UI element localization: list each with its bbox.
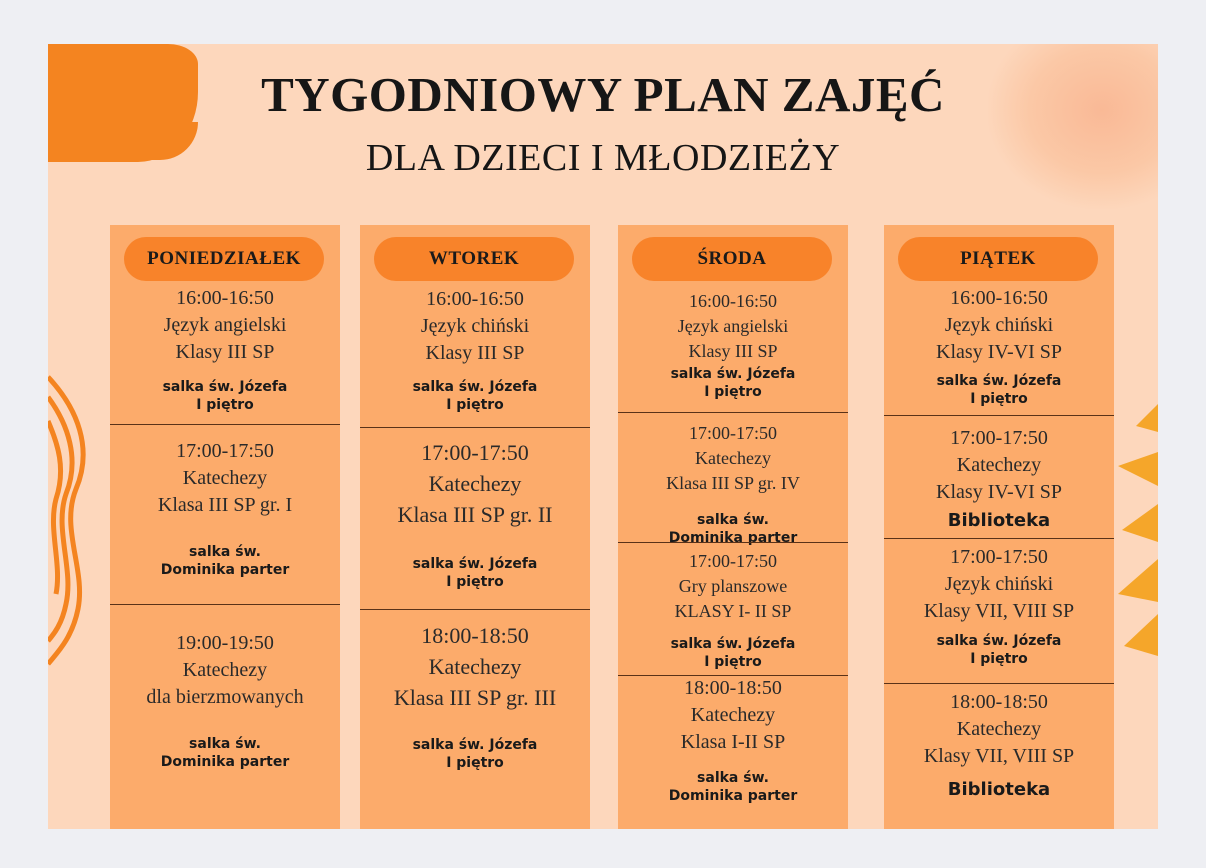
class-entry (884, 689, 1114, 770)
class-subject: Katechezy (956, 718, 1042, 740)
class-entry (110, 438, 340, 519)
class-group: Klasy III SP (175, 341, 275, 363)
class-subject: Język angielski (163, 314, 287, 336)
day-header: PONIEDZIAŁEK (124, 237, 324, 281)
room-floor: I piętro (446, 755, 504, 771)
class-subject: Gry planszowe (678, 576, 788, 596)
class-entry (618, 289, 848, 364)
class-time: 16:00-16:50 (426, 288, 524, 310)
class-subject: Język chiński (944, 573, 1054, 595)
class-room (618, 365, 848, 401)
room-name: Biblioteka (947, 779, 1051, 800)
room-name: salka św. Józefa (670, 366, 796, 382)
room-floor: Dominika parter (668, 530, 798, 546)
class-room (110, 378, 340, 414)
room-floor: I piętro (446, 574, 504, 590)
room-name: Biblioteka (947, 510, 1051, 531)
class-room (618, 769, 848, 805)
day-header: WTOREK (374, 237, 574, 281)
class-entry (110, 630, 340, 711)
class-subject: Język chiński (944, 314, 1054, 336)
entry-divider (110, 424, 340, 425)
class-entry (884, 425, 1114, 506)
day-column-monday (110, 225, 340, 829)
class-subject: Język chiński (420, 315, 530, 337)
class-group: Klasa III SP gr. II (397, 502, 553, 527)
class-subject: Katechezy (428, 654, 522, 679)
entry-divider (360, 427, 590, 428)
class-time: 17:00-17:50 (421, 440, 529, 465)
class-entry (360, 437, 590, 530)
class-group: Klasy VII, VIII SP (923, 600, 1075, 622)
class-time: 17:00-17:50 (689, 551, 777, 571)
class-time: 18:00-18:50 (684, 677, 782, 699)
room-name: salka św. Józefa (936, 633, 1062, 649)
class-group: Klasy IV-VI SP (936, 341, 1062, 363)
entry-divider (618, 542, 848, 543)
entry-divider (360, 609, 590, 610)
wavy-lines-decoration (48, 369, 108, 669)
room-floor: I piętro (970, 391, 1028, 407)
class-time: 17:00-17:50 (950, 427, 1048, 449)
room-name: salka św. Józefa (162, 379, 288, 395)
page-title: TYGODNIOWY PLAN ZAJĘĆ (261, 67, 945, 122)
room-name: salka św. (189, 736, 261, 752)
day-header: PIĄTEK (898, 237, 1098, 281)
class-entry (360, 286, 590, 367)
class-entry (618, 421, 848, 496)
class-subject: Katechezy (690, 704, 776, 726)
room-floor: I piętro (704, 384, 762, 400)
day-column-friday (884, 225, 1114, 829)
class-time: 19:00-19:50 (176, 632, 274, 654)
class-entry (618, 549, 848, 624)
class-group: Klasa III SP gr. IV (666, 473, 800, 493)
room-name: salka św. (697, 770, 769, 786)
class-room (618, 635, 848, 671)
class-group: Klasa III SP gr. I (157, 494, 293, 516)
class-room (360, 555, 590, 591)
room-name: salka św. Józefa (412, 379, 538, 395)
class-room (110, 543, 340, 579)
class-entry (618, 675, 848, 756)
class-group: Klasa I-II SP (680, 731, 786, 753)
room-floor: I piętro (970, 651, 1028, 667)
class-time: 17:00-17:50 (689, 423, 777, 443)
room-floor: I piętro (446, 397, 504, 413)
class-group: Klasa III SP gr. III (393, 685, 557, 710)
class-subject: Katechezy (182, 467, 268, 489)
class-subject: Katechezy (695, 448, 771, 468)
class-room (360, 378, 590, 414)
day-column-wednesday (618, 225, 848, 829)
room-floor: I piętro (704, 654, 762, 670)
class-time: 17:00-17:50 (950, 546, 1048, 568)
class-group: Klasy III SP (688, 341, 778, 361)
class-group: KLASY I- II SP (674, 601, 792, 621)
room-name: salka św. Józefa (936, 373, 1062, 389)
page-subtitle: DLA DZIECI I MŁODZIEŻY (365, 137, 841, 179)
schedule-poster (48, 44, 1158, 829)
class-entry (110, 285, 340, 366)
class-time: 16:00-16:50 (176, 287, 274, 309)
room-name: salka św. Józefa (412, 556, 538, 572)
class-time: 16:00-16:50 (689, 291, 777, 311)
class-time: 16:00-16:50 (950, 287, 1048, 309)
class-room (884, 781, 1114, 799)
class-subject: Katechezy (956, 454, 1042, 476)
room-name: salka św. (697, 512, 769, 528)
room-floor: Dominika parter (160, 754, 290, 770)
class-entry (884, 285, 1114, 366)
room-name: salka św. (189, 544, 261, 560)
class-room (884, 632, 1114, 668)
entry-divider (884, 683, 1114, 684)
class-group: Klasy III SP (425, 342, 525, 364)
room-floor: Dominika parter (160, 562, 290, 578)
day-column-tuesday (360, 225, 590, 829)
class-time: 17:00-17:50 (176, 440, 274, 462)
entry-divider (884, 415, 1114, 416)
class-subject: Katechezy (182, 659, 268, 681)
class-time: 18:00-18:50 (421, 623, 529, 648)
class-room (884, 372, 1114, 408)
room-name: salka św. Józefa (412, 737, 538, 753)
room-name: salka św. Józefa (670, 636, 796, 652)
class-group: Klasy VII, VIII SP (923, 745, 1075, 767)
day-header: ŚRODA (632, 237, 832, 281)
class-entry (360, 620, 590, 713)
class-subject: Katechezy (428, 471, 522, 496)
class-entry (884, 544, 1114, 625)
class-group: Klasy IV-VI SP (936, 481, 1062, 503)
class-room (884, 512, 1114, 530)
entry-divider (618, 412, 848, 413)
room-floor: I piętro (196, 397, 254, 413)
class-room (110, 735, 340, 771)
class-subject: Język angielski (677, 316, 789, 336)
sun-rays-decoration (1118, 404, 1158, 664)
entry-divider (110, 604, 340, 605)
room-floor: Dominika parter (668, 788, 798, 804)
class-group: dla bierzmowanych (146, 686, 304, 708)
class-time: 18:00-18:50 (950, 691, 1048, 713)
entry-divider (884, 538, 1114, 539)
class-room (360, 736, 590, 772)
